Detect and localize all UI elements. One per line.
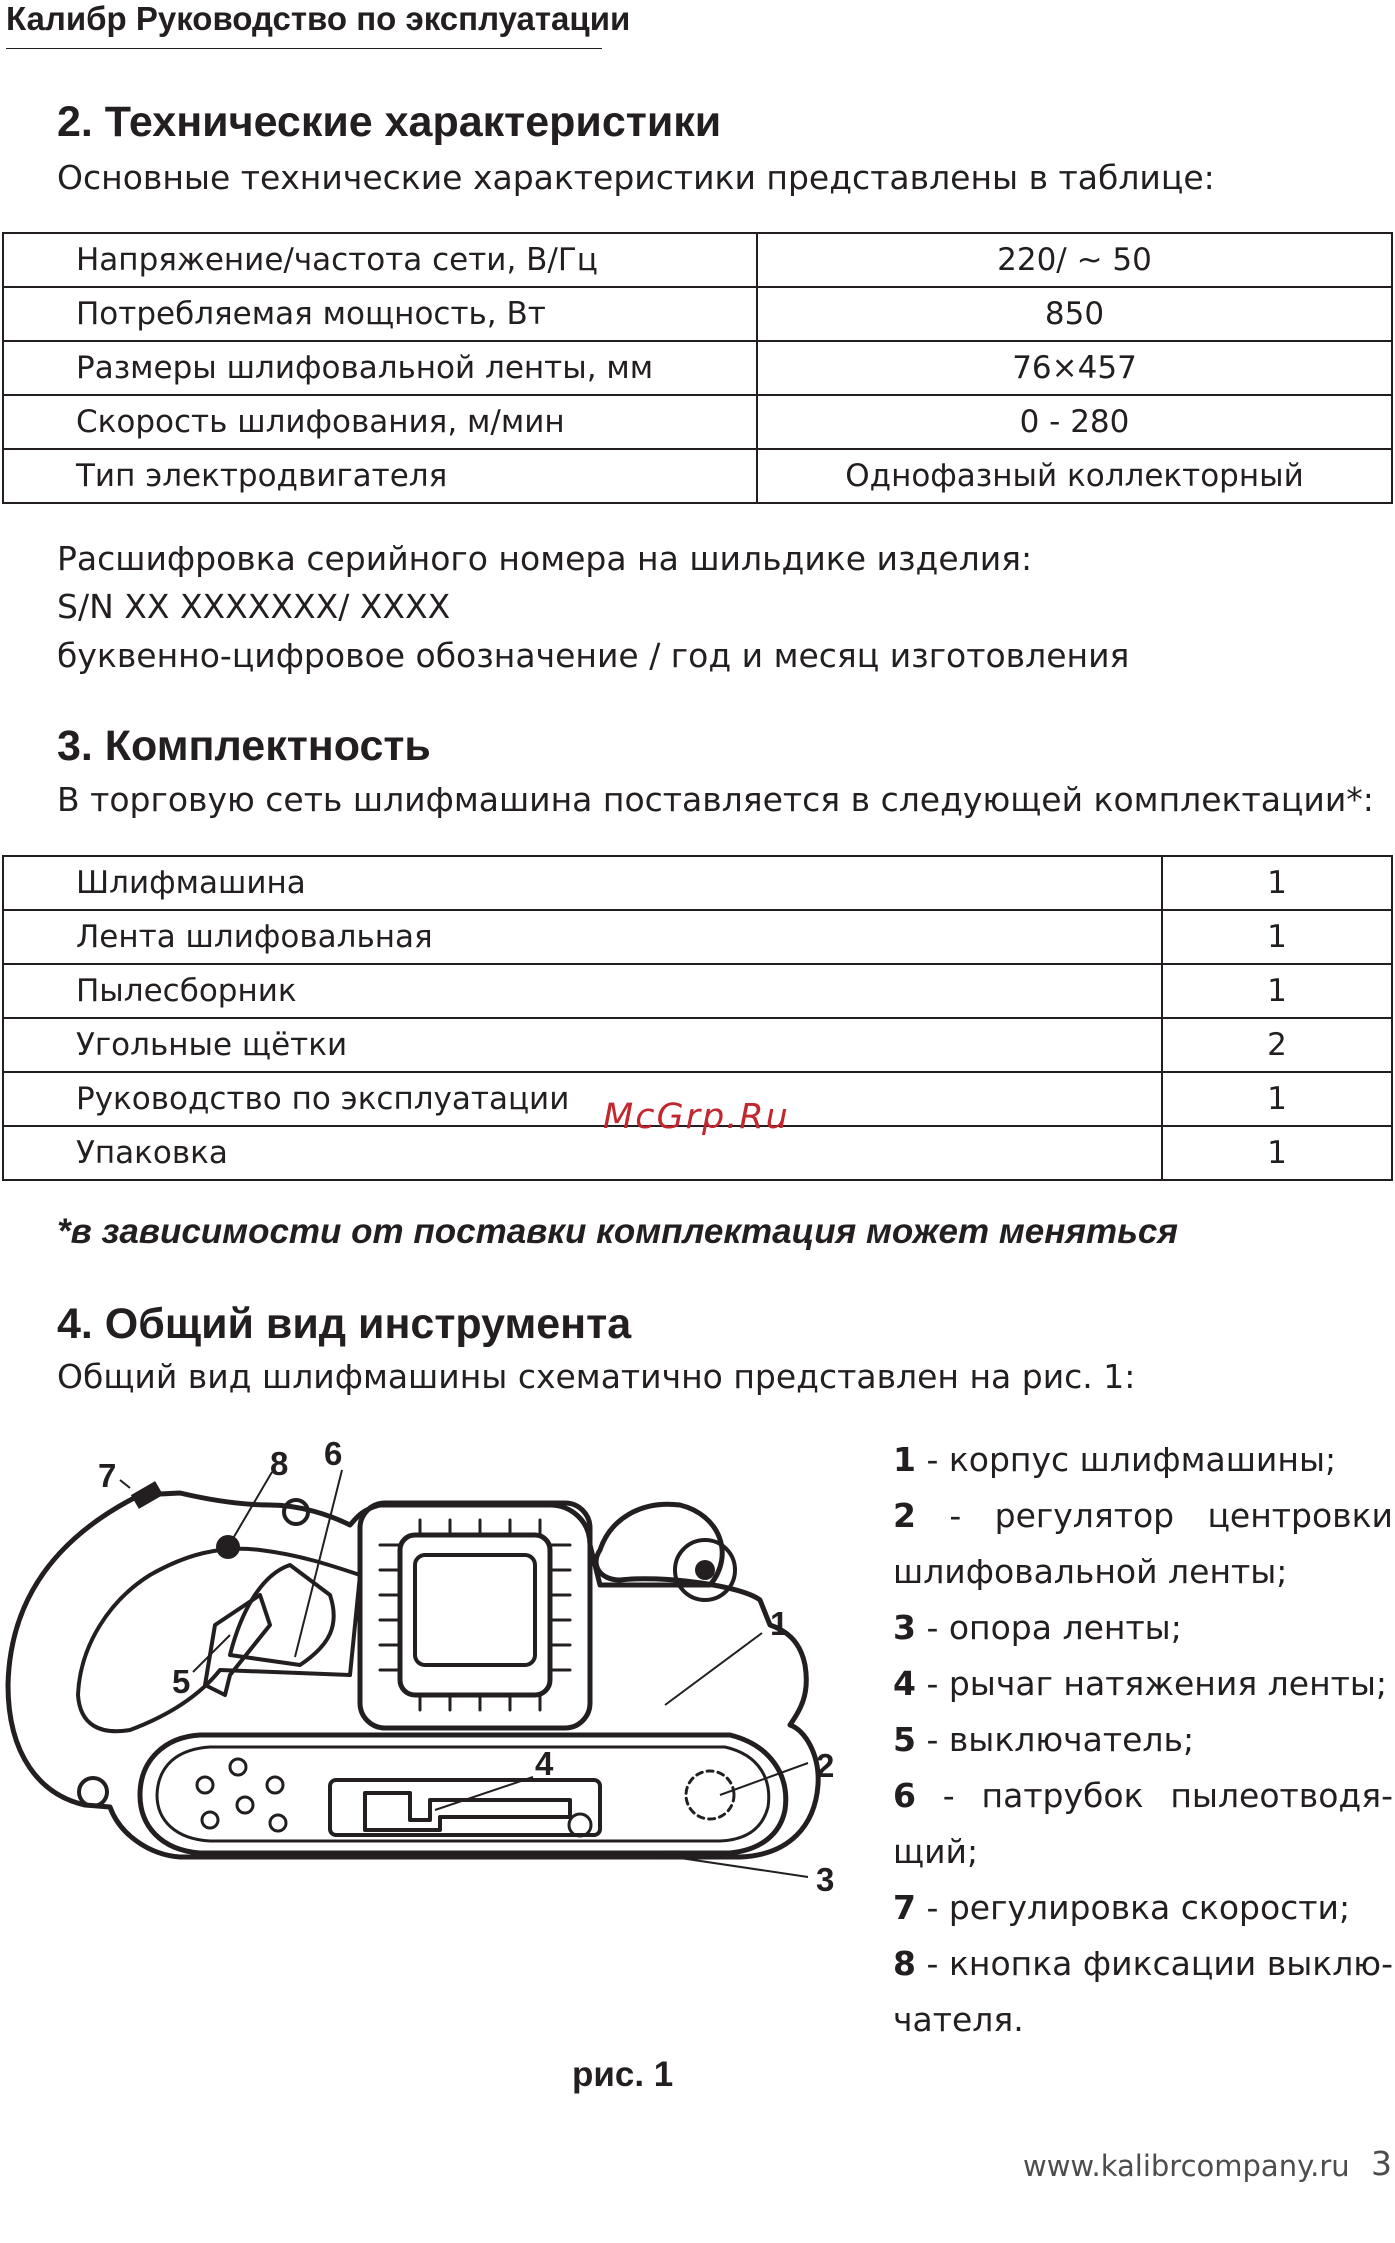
legend-number: 2 [893, 1496, 916, 1535]
dust-port [230, 1565, 334, 1665]
spec-label: Напряжение/частота сети, В/Гц [3, 233, 757, 287]
section-3-title: 3. Комплектность [57, 722, 431, 770]
spec-value: 850 [757, 287, 1392, 341]
serial-heading: Расшифровка серийного номера на шильдике изделия: [57, 539, 1033, 578]
legend-text: - опора ленты; [915, 1608, 1182, 1647]
legend-number: 1 [893, 1440, 916, 1479]
legend-text: - рычаг натяжения ленты; [915, 1664, 1388, 1703]
legend-number: 4 [893, 1664, 916, 1703]
tension-lever-slot [330, 1780, 600, 1835]
spec-label: Скорость шлифования, м/мин [3, 395, 757, 449]
figure-caption: рис. 1 [572, 2055, 674, 2094]
figure-label: 7 [98, 1457, 117, 1494]
package-item-label: Упаковка [3, 1126, 1162, 1180]
table-row [3, 341, 1392, 395]
specs-table [2, 232, 1393, 504]
legend-item [893, 1656, 1393, 1712]
section-2-intro: Основные технические характеристики представлены в таблице: [57, 158, 1215, 197]
package-item-qty: 1 [1162, 1126, 1392, 1180]
legend-number: 8 [893, 1944, 916, 1983]
legend-item [893, 1712, 1393, 1768]
spec-label: Потребляемая мощность, Вт [3, 287, 757, 341]
legend-text: - регулировка скорости; [915, 1888, 1351, 1927]
package-item-qty: 1 [1162, 856, 1392, 910]
legend-text: - кнопка фиксации выключателя. [893, 1944, 1393, 2039]
legend-number: 5 [893, 1720, 916, 1759]
table-row [3, 1018, 1392, 1072]
header-title: Калибр Руководство по эксплуатации [6, 0, 631, 37]
package-item-qty: 1 [1162, 964, 1392, 1018]
package-item-qty: 1 [1162, 910, 1392, 964]
table-row [3, 395, 1392, 449]
spec-label: Размеры шлифовальной ленты, мм [3, 341, 757, 395]
package-item-label: Руководство по эксплуатации [3, 1072, 1162, 1126]
legend-text: - выключатель; [915, 1720, 1195, 1759]
watermark: McGrp.Ru [603, 1097, 790, 1137]
package-note: *в зависимости от поставки комплектация может меняться [57, 1212, 1178, 1251]
page-number: 3 [1371, 2144, 1392, 2183]
package-item-label: Лента шлифовальная [3, 910, 1162, 964]
figure-label: 1 [770, 1605, 789, 1642]
table-row [3, 964, 1392, 1018]
serial-format: S/N XX XXXXXXX/ XXXX [57, 587, 451, 626]
handle-cutout [78, 1549, 360, 1732]
package-item-label: Пылесборник [3, 964, 1162, 1018]
figure-label: 2 [816, 1747, 835, 1784]
section-2-title: 2. Технические характеристики [57, 98, 722, 146]
figure-label: 8 [270, 1445, 289, 1482]
spec-label: Тип электродвигателя [3, 449, 757, 503]
legend-item [893, 1432, 1393, 1488]
figure-label: 4 [535, 1745, 554, 1782]
table-row [3, 233, 1392, 287]
figure-label: 5 [172, 1663, 191, 1700]
legend-item [893, 1768, 1393, 1880]
legend-text: - регулятор центровки шлифовальной ленты; [893, 1496, 1393, 1591]
figure-label: 6 [324, 1435, 343, 1472]
tracking-knob [686, 1771, 734, 1819]
package-item-label: Угольные щётки [3, 1018, 1162, 1072]
serial-explanation: буквенно-цифровое обозначение / год и месяц изготовления [57, 636, 1130, 675]
table-row [3, 910, 1392, 964]
legend-item [893, 1880, 1393, 1936]
spec-value: Однофазный коллекторный [757, 449, 1392, 503]
package-item-label: Шлифмашина [3, 856, 1162, 910]
header-divider [6, 48, 602, 49]
belt-sander-diagram [0, 1425, 880, 2025]
legend-item [893, 1600, 1393, 1656]
spec-value: 76×457 [757, 341, 1392, 395]
legend-text: - патрубок пылеотводящий; [893, 1776, 1393, 1871]
legend-number: 7 [893, 1888, 916, 1927]
figure-legend [893, 1432, 1393, 2048]
legend-number: 6 [893, 1776, 916, 1815]
package-item-qty: 2 [1162, 1018, 1392, 1072]
section-4-title: 4. Общий вид инструмента [57, 1300, 632, 1348]
footer-website-link[interactable]: www.kalibrcompany.ru [1023, 2149, 1350, 2183]
legend-item [893, 1488, 1393, 1600]
spec-value: 220/ ~ 50 [757, 233, 1392, 287]
switch [205, 1595, 270, 1695]
spec-value: 0 - 280 [757, 395, 1392, 449]
legend-item [893, 1936, 1393, 2048]
section-3-intro: В торговую сеть шлифмашина поставляется в следующей комплектации*: [57, 780, 1374, 819]
figure-label: 3 [816, 1861, 835, 1898]
table-row [3, 287, 1392, 341]
table-row [3, 449, 1392, 503]
legend-text: - корпус шлифмашины; [915, 1440, 1337, 1479]
table-row [3, 856, 1392, 910]
package-item-qty: 1 [1162, 1072, 1392, 1126]
legend-number: 3 [893, 1608, 916, 1647]
speed-control [131, 1481, 163, 1509]
sander-body-outline [8, 1493, 818, 1857]
section-4-intro: Общий вид шлифмашины схематично представлен на рис. 1: [57, 1357, 1136, 1396]
